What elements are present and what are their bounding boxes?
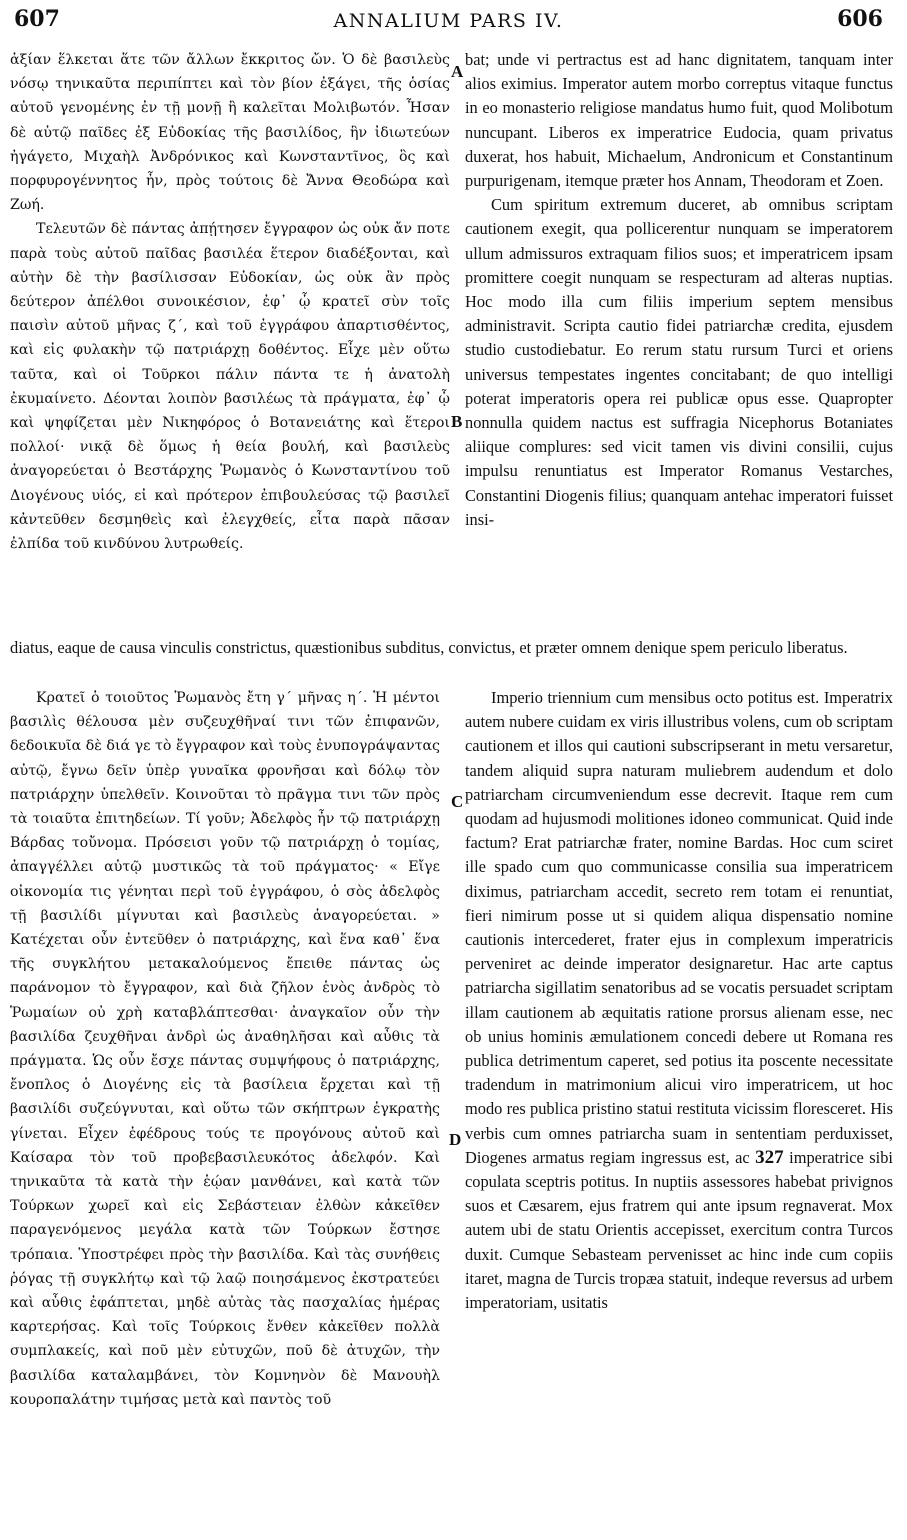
latin-paragraph: bat; unde vi pertractus est ad hanc dignitatem, tanquam inter alios eximius. Imperator autem morbo correptus vitaque functus in eo monasterio religiose mandatus humo fuit, quod Molibotum nuncupant. Liberos ex imperatrice Eudocia, quam privatus duxerat, hos habuit, Michaelum, Andronicum et Constantinum purpurigenam, itemque præter hos Annam, Theodoram et Zoen. <box>465 50 893 191</box>
section-marker-c: C <box>451 792 464 811</box>
greek-paragraph: ἀξίαν ἕλκεται ἅτε τῶν ἄλλων ἔκκριτος ὤν. Ὁ δὲ βασιλεὺς νόσῳ τηνικαῦτα περιπίπτει καὶ τὸν βίον ἐξάγει, τῆς ὁσίας αὐτοῦ γενομένης ἐν τῇ μονῇ ἢ καλεῖται Μολιβωτόν. Ἦσαν δὲ αὐτῷ παῖδες ἐξ Εὐδοκίας τῆς βασιλίδος, ἣν ἰδιωτεύων ἠγάγετο, Μιχαὴλ Ἀνδρόνικος καὶ Κωνσταντῖνος, ὃς καὶ πορφυρογέννητος ἦν, πρὸς τούτοις δὲ Ἄννα Θεοδώρα καὶ Ζωή. <box>10 52 450 214</box>
latin-text: imperatrice sibi copulata sceptris potitus. In nuptiis assessores habebat privignos suos et Cæsarem, ejus fratrem qui ante ipsum regnaverat. Mox autem ubi de statu Orientis accepisset, exercitum contra Turcos duxit. Cumque Sebasteam pervenisset ac hinc inde cum copiis itaret, magna de Turcis tropæa statuit, indeque reversus ad urbem imperatoriam, usitatis <box>465 1147 893 1313</box>
greek-paragraph: Κρατεῖ ὁ τοιοῦτος Ῥωμανὸς ἔτη γ΄ μῆνας η΄. Ἡ μέντοι βασιλὶς θέλουσα μὲν συζευχθῆναί τινι τῶν ἐπιφανῶν, δεδοικυῖα δὲ διά γε τὸ ἔγγραφον καὶ τοὺς ἐνυπογράψαντας αὐτῷ, ἔγνω δεῖν ὑπὲρ γυναῖκα φρονῆσαι καὶ δόλῳ τὸν πατριάρχην ὑπελθεῖν. Κοινοῦται τὸ πρᾶγμα τινι τῶν πρὸς τὰ τοιαῦτα ἐπιτηδείων. Τί γοῦν; Ἀδελφὸς ἦν τῷ πατριάρχῃ Βάρδας τοὔνομα. Πρόσεισι γοῦν τῷ πατριάρχῃ ὁ τομίας, ἀπαγγέλλει αὐτῷ μυστικῶς τὰ τοῦ πράγματος· « Εἴγε οἰκονομία τις γένηται περὶ τοῦ ἐγγράφου, ὁ σὸς ἀδελφὸς τῇ βασιλίδι μίγνυται καὶ βασιλεὺς ἀναγορεύεται. » Κατέχεται οὖν ἐντεῦθεν ὁ πατριάρχης, καὶ ἕνα καθ᾽ ἕνα τῆς συγκλήτου μετακαλούμενος ἔπειθε πάντας ὡς παράνομον τὸ ἔγγραφον, καὶ διὰ ζῆλον ἑνὸς ἀνδρὸς τὸ Ῥωμαίων οὐ χρὴ καταβλάπτεσθαι· ἀναγκαῖον οὖν τὴν βασιλίδα ζευχθῆναι ἀνδρὶ ὡς ἀναθηλῆσαι καὶ αὖθις τὰ πράγματα. Ὡς οὖν ἔσχε πάντας συμψήφους ὁ πατριάρχης, ἔνοπλος ὁ Διογένης εἰς τὰ βασίλεια ἔρχεται καὶ τῇ βασιλίδι συζεύγνυται, καὶ οὕτω τῶν σκήπτρων ἐγκρατὴς γίνεται. Εἶχεν ἐφέδρους τούς τε προγόνους αὐτοῦ καὶ Καίσαρα τὸν τοῦ προβεβασιλευκότος ἀδελφόν. Καὶ τηνικαῦτα τὰ κατὰ τὴν ἑῴαν μανθάνει, καὶ κατὰ τῶν Τούρκων χωρεῖ καὶ εἰς Σεβάστειαν ἐλθὼν κἀκεῖθεν παραγενόμενος μεγάλα κατὰ τῶν Τούρκων ἔστησε τρόπαια. Ὑποστρέφει πρὸς τὴν βασιλίδα. Καὶ τὰς συνήθεις ῥόγας τῇ συγκλήτῳ καὶ τῷ λαῷ ποιησάμενος ἐκστρατεύει καὶ αὖθις ἐφάπτεται, μηδὲ αὐτὰς τὰς πασχαλίας ἡμέρας καρτερήσας. Καὶ τοῖς Τούρκοις ἔνθεν κἀκεῖθεν πολλὰ συμπλακείς, καὶ ποῦ μὲν εὐτυχῶν, ποῦ δὲ ἀτυχῶν, τὴν βασιλίδα καταλαμβάνει, τὸν Κομνηνὸν δὲ Μανουὴλ κουροπαλάτην τιμήσας μετὰ καὶ παντὸς τοῦ <box>10 690 440 1408</box>
running-header <box>14 6 883 40</box>
section-marker-a: A <box>451 62 464 81</box>
running-title: ANNALIUM PARS IV. <box>333 10 564 32</box>
latin-spanning-lines <box>10 636 893 660</box>
page-number-right: 606 <box>837 6 883 32</box>
greek-column-top <box>10 48 450 556</box>
latin-column-bottom <box>465 686 893 1315</box>
greek-paragraph: Τελευτῶν δὲ πάντας ἀπῄτησεν ἔγγραφον ὡς οὐκ ἄν ποτε παρὰ τοὺς αὐτοῦ παῖδας βασιλέα ἕτερον διαδέξονται, καὶ αὐτὴν δὲ τὴν βασίλισσαν Εὐδοκίαν, ὡς οὐκ ἂν πρὸς δεύτερον ἀπέλθοι συνοικέσιον, ἐφ᾽ ᾧ κρατεῖ σὺν τοῖς παισὶν αὐτοῦ μῆνας ζ΄, καὶ τοῦ ἐγγράφου ἀπαρτισθέντος, καὶ εἰς φυλακὴν τῷ πατριάρχῃ δοθέντος. Εἶχε μὲν οὕτω ταῦτα, καὶ οἱ Τοῦρκοι πάλιν πάντα τε ἡ ἀνατολὴ ἐκυμαίνετο. Δέονται λοιπὸν βασιλέως τὰ πράγματα, ἐφ᾽ ᾧ καὶ ψηφίζεται μὲν Νικηφόρος ὁ Βοτανειάτης καὶ ἕτεροι πολλοί· νικᾷ δὲ ὅμως ἡ θεία βουλή, καὶ βασιλεὺς ἀναγορεύεται ὁ Βεστάρχης Ῥωμανὸς ὁ Κωνσταντίνου τοῦ Διογένους υἱός, εἰ καὶ πρότερον ἐπιβουλεύσας τῷ βασιλεῖ κἀντεῦθεν δεσμηθεὶς καὶ ἐλεγχθείς, εἶτα παρὰ πᾶσαν ἐλπίδα τοῦ κινδύνου λυτρωθείς. <box>10 221 450 553</box>
latin-text: Imperio triennium cum mensibus octo potitus est. Imperatrix autem nubere cuidam ex viris illustribus volens, cum ob scriptam cautionem et illos qui cautioni subscripserant in metu versaretur, tandem aliquid supra naturam muliebrem audendum et dolo patriarcham circumveniendum esse decrevit. Itaque rem cum quodam ad hujusmodi molitiones idoneo communicat. Quid inde factum? Erat patriarchæ frater, nomine Bardas. Hoc cum sciret ille spado cum quo communicasse consilia sua imperatricem diximus, patriarcham accedit, secreto rem totam ei renuntiat, fieri nimirum posse ut si quidem aliqua dispensatio nomine cautionis intercederet, frater ejus in complexum imperatricis perveniret ac deinde imperator designaretur. Hac arte captus patriarcha sigillatim senatoribus ad se vocatis persuadet scriptam illam cautionem ab æquitatis ratione prorsus alienam esse, nec ob unius hominis æmulationem concedi debere ut Romana res publica detrimentum caperet, sed potius ita poscente necessitate tradendum in matrimonium alicui viro imperatricem, ut hoc modo res publica pristino statui restituta vicissim floresceret. His verbis cum omnes patriarcha suam in sententiam perduxisset, Diogenes armatus regiam ingressus est, ac <box>465 688 893 1167</box>
latin-column-top <box>465 48 893 532</box>
greek-column-bottom <box>10 686 440 1412</box>
folio-number: 327 <box>755 1146 784 1168</box>
latin-paragraph: Cum spiritum extremum duceret, ab omnibus scriptam cautionem exegit, qua pollicerentur nunquam se imperatorem ullum admissuros extraquam filios suos; et imperatricem ipsam promittere coegit nunquam se respecturam ad alteras nuptias. Hoc modo illa cum filiis imperium septem mensibus administravit. Scripta cautio fidei patriarchæ credita, ejusdem studio custodiebatur. Eo rerum statu rursum Turci et oriens universus tempestates ingentes concitabant; de quo intelligi poterat imperatoris opera rei publicæ opus esse. Quapropter nonnulla quidem nactus est suffragia Nicephorus Botaniates aliique complures: sed vicit tamen vis divini consilii, cujus impulsu renuntiatus est Imperator Romanus Vestarches, Constantini Diogenis filius; quanquam antehac imperatori fuisset insi- <box>465 195 893 529</box>
latin-paragraph: diatus, eaque de causa vinculis constrictus, quæstionibus subditus, convictus, et præter omnem denique spem periculo liberatus. <box>10 638 848 657</box>
latin-paragraph <box>465 686 893 1315</box>
page-number-left: 607 <box>14 6 60 32</box>
section-marker-b: B <box>451 412 463 431</box>
section-marker-d: D <box>449 1130 462 1149</box>
